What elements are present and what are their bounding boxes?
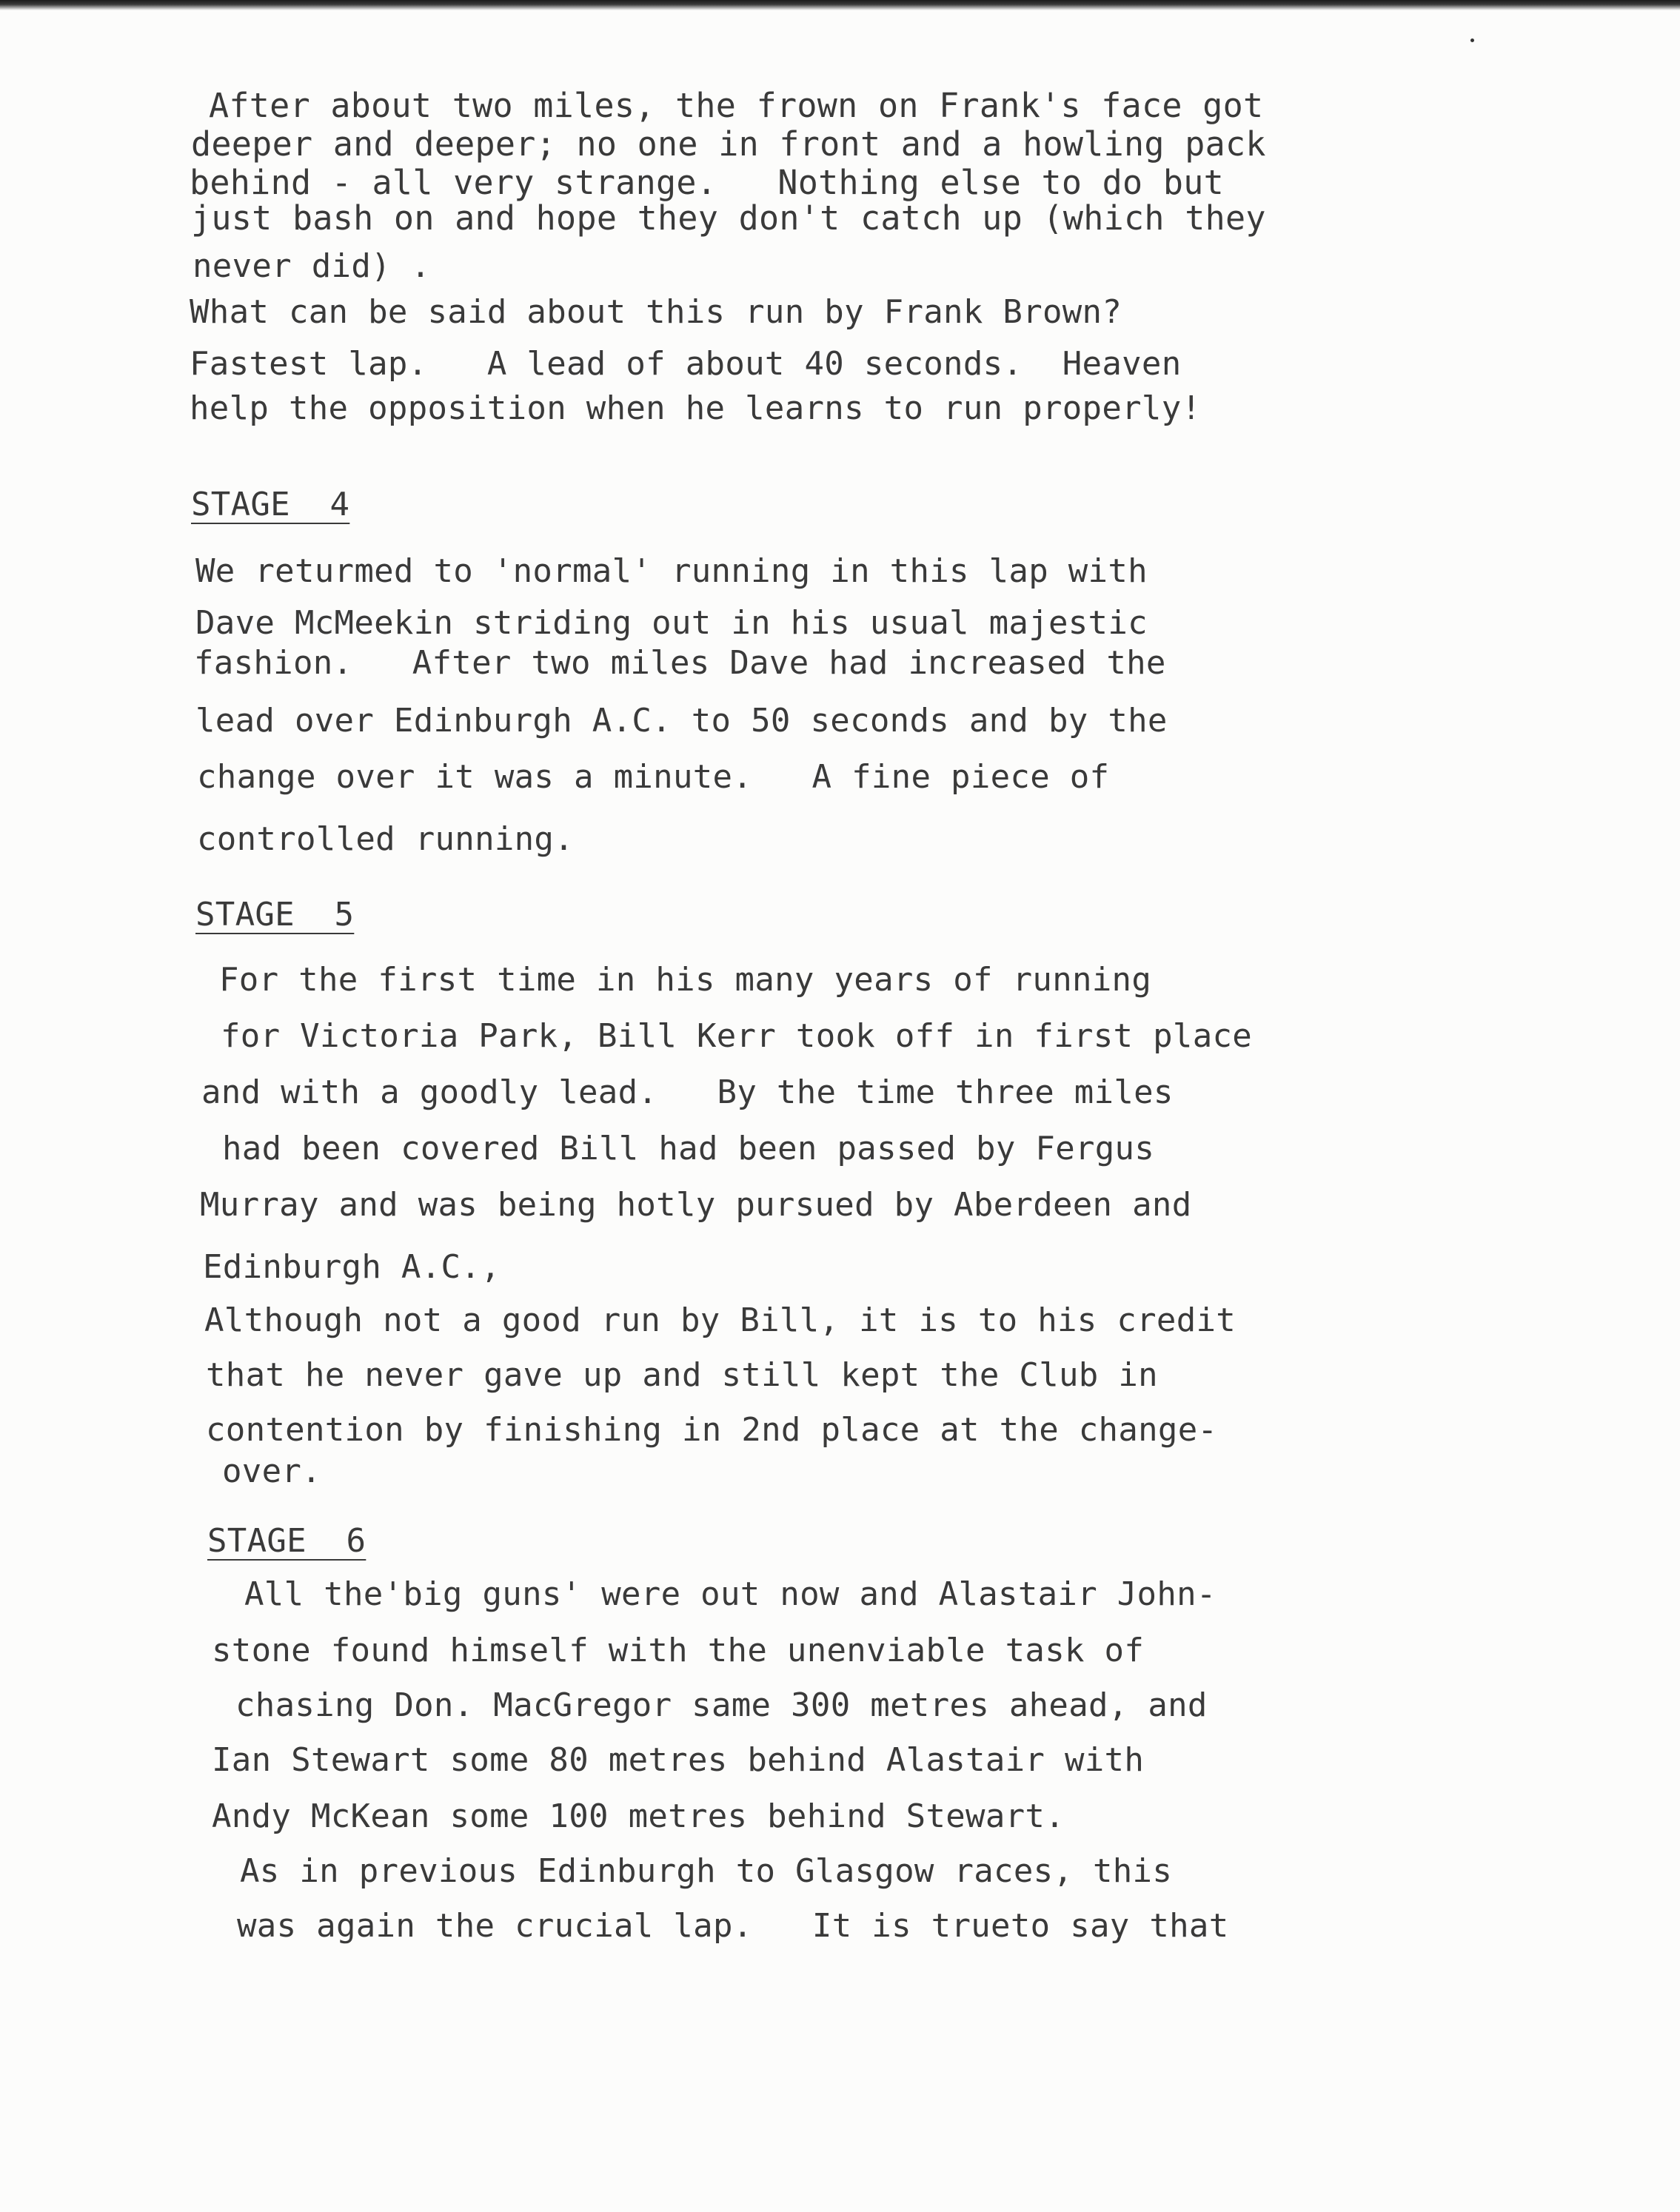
text-line: help the opposition when he learns to run properly!: [190, 389, 1202, 427]
stage-6-heading: STAGE 6: [207, 1522, 367, 1560]
text-line: over.: [222, 1452, 321, 1490]
text-line: chasing Don. MacGregor same 300 metres ahead, and: [235, 1686, 1208, 1724]
text-line: behind - all very strange. Nothing else to do but: [190, 163, 1225, 202]
stage-4-heading: STAGE 4: [191, 486, 350, 523]
text-line: Ian Stewart some 80 metres behind Alastair with: [212, 1741, 1145, 1779]
text-line: As in previous Edinburgh to Glasgow races, this: [240, 1852, 1173, 1890]
text-line: had been covered Bill had been passed by Fergus: [222, 1130, 1155, 1167]
text-line: Edinburgh A.C.,: [203, 1248, 501, 1286]
text-line: After about two miles, the frown on Frank's face got: [209, 86, 1264, 125]
text-line: just bash on and hope they don't catch up (which they: [191, 198, 1266, 238]
text-line: Murray and was being hotly pursued by Aberdeen and: [200, 1186, 1192, 1224]
text-line: Andy McKean some 100 metres behind Stewart.: [212, 1797, 1065, 1835]
text-line: lead over Edinburgh A.C. to 50 seconds and by the: [195, 702, 1168, 740]
text-line: For the first time in his many years of running: [219, 961, 1152, 999]
text-line: was again the crucial lap. It is trueto say that: [237, 1907, 1229, 1945]
text-line: Fastest lap. A lead of about 40 seconds. Heaven: [190, 345, 1182, 383]
text-line: for Victoria Park, Bill Kerr took off in first place: [221, 1017, 1253, 1055]
ink-speck: [1470, 38, 1474, 42]
text-line: and with a goodly lead. By the time three miles: [201, 1073, 1174, 1111]
text-line: controlled running.: [197, 820, 575, 858]
text-line: never did) .: [193, 247, 431, 285]
text-line: All the'big guns' were out now and Alastair John-: [244, 1575, 1217, 1613]
text-line: What can be said about this run by Frank Brown?: [190, 293, 1122, 331]
text-line: deeper and deeper; no one in front and a howling pack: [191, 124, 1266, 164]
scanned-top-edge: [0, 0, 1680, 10]
stage-5-heading: STAGE 5: [195, 896, 355, 934]
text-line: We returmed to 'normal' running in this lap with: [195, 552, 1148, 590]
text-line: stone found himself with the unenviable task of: [212, 1632, 1145, 1669]
text-line: that he never gave up and still kept the Club in: [206, 1356, 1158, 1394]
text-line: fashion. After two miles Dave had increased the: [194, 644, 1166, 682]
text-line: change over it was a minute. A fine piece of: [197, 758, 1110, 796]
text-line: Dave McMeekin striding out in his usual majestic: [195, 604, 1148, 642]
text-line: contention by finishing in 2nd place at the change-: [206, 1411, 1218, 1449]
text-line: Although not a good run by Bill, it is to his credit: [204, 1301, 1236, 1339]
